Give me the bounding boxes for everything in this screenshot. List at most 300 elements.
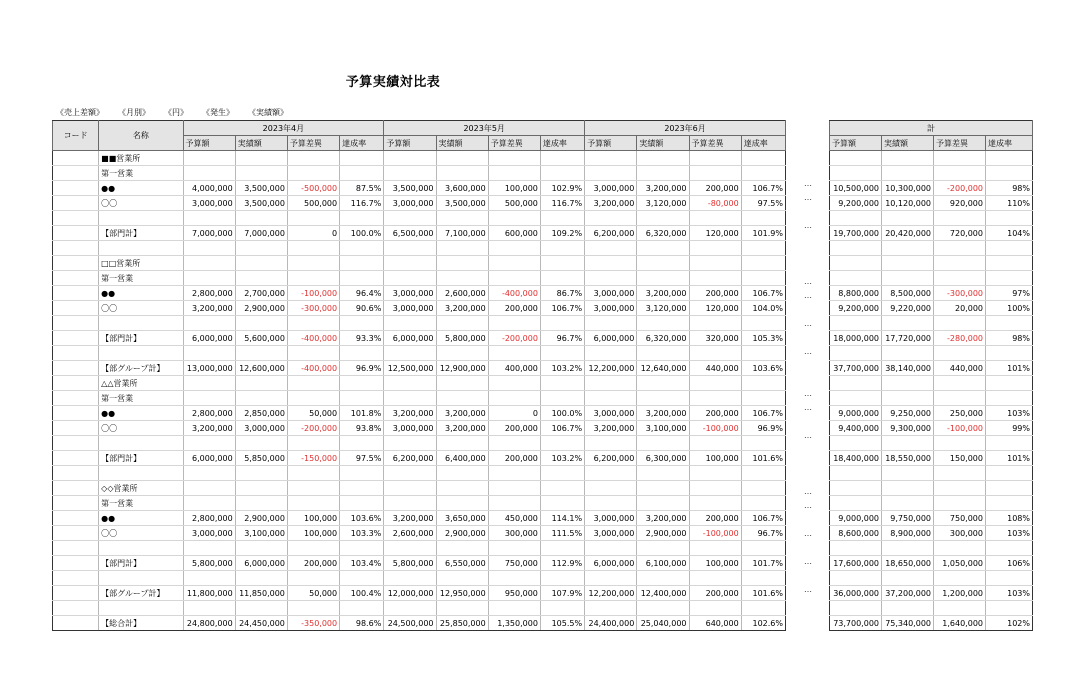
actual-cell: 6,300,000 — [637, 451, 689, 466]
criteria-item: 《実績額》 — [248, 108, 288, 117]
total-row — [830, 586, 1033, 601]
actual-cell — [235, 166, 287, 181]
total-variance-cell — [934, 376, 986, 391]
total-actual-cell — [882, 346, 934, 361]
actual-cell — [637, 256, 689, 271]
budget-cell: 2,800,000 — [183, 511, 235, 526]
variance-cell: 200,000 — [488, 421, 540, 436]
rate-cell — [540, 241, 584, 256]
actual-cell — [436, 241, 488, 256]
total-budget-cell: 73,700,000 — [830, 616, 882, 631]
code-cell — [53, 316, 99, 331]
actual-cell: 12,640,000 — [637, 361, 689, 376]
name-cell — [99, 241, 183, 256]
rate-cell — [340, 571, 384, 586]
actual-cell — [436, 601, 488, 616]
table-row — [53, 331, 786, 346]
table-row — [53, 406, 786, 421]
rate-cell — [340, 541, 384, 556]
ellipsis-row — [790, 148, 826, 162]
budget-cell: 3,200,000 — [183, 301, 235, 316]
total-budget-cell — [830, 256, 882, 271]
name-cell: 〇〇 — [99, 301, 183, 316]
col-header: 実績額 — [637, 136, 689, 151]
ellipsis-row — [790, 190, 826, 204]
total-row — [830, 406, 1033, 421]
budget-cell: 13,000,000 — [183, 361, 235, 376]
budget-cell: 3,000,000 — [585, 511, 637, 526]
budget-cell: 6,000,000 — [183, 451, 235, 466]
total-row — [830, 466, 1033, 481]
rate-cell — [741, 481, 785, 496]
total-actual-cell — [882, 436, 934, 451]
total-row — [830, 571, 1033, 586]
actual-cell — [637, 391, 689, 406]
code-cell — [53, 541, 99, 556]
variance-cell — [287, 601, 339, 616]
actual-cell: 6,320,000 — [637, 226, 689, 241]
ellipsis-row — [790, 330, 826, 344]
name-cell: 〇〇 — [99, 196, 183, 211]
budget-cell — [384, 346, 436, 361]
variance-cell: -200,000 — [287, 421, 339, 436]
variance-cell: 200,000 — [488, 451, 540, 466]
budget-cell — [183, 316, 235, 331]
rate-cell: 109.2% — [540, 226, 584, 241]
code-cell — [53, 241, 99, 256]
variance-cell — [689, 466, 741, 481]
total-row — [830, 181, 1033, 196]
name-cell — [99, 436, 183, 451]
total-rate-cell: 110% — [986, 196, 1033, 211]
rate-cell — [340, 316, 384, 331]
total-variance-cell: 1,050,000 — [934, 556, 986, 571]
col-header: 実績額 — [235, 136, 287, 151]
table-row — [53, 346, 786, 361]
actual-cell — [637, 541, 689, 556]
code-cell — [53, 436, 99, 451]
ellipsis-mark: … — [804, 402, 812, 412]
total-row — [830, 601, 1033, 616]
actual-cell: 3,200,000 — [637, 286, 689, 301]
rate-cell: 103.2% — [540, 361, 584, 376]
variance-cell — [689, 151, 741, 166]
code-cell — [53, 391, 99, 406]
name-cell: 【部門計】 — [99, 556, 183, 571]
total-variance-cell — [934, 151, 986, 166]
total-rate-cell: 99% — [986, 421, 1033, 436]
budget-cell — [183, 151, 235, 166]
ellipsis-row — [790, 288, 826, 302]
rate-cell: 96.4% — [340, 286, 384, 301]
ellipsis-spacer — [790, 568, 826, 582]
table-row — [53, 586, 786, 601]
variance-cell — [488, 571, 540, 586]
total-variance-cell — [934, 271, 986, 286]
budget-cell — [384, 601, 436, 616]
ellipsis-column — [790, 120, 826, 596]
budget-cell — [585, 496, 637, 511]
actual-cell — [436, 271, 488, 286]
variance-cell: 300,000 — [488, 526, 540, 541]
variance-cell: -150,000 — [287, 451, 339, 466]
code-cell — [53, 166, 99, 181]
actual-cell — [637, 481, 689, 496]
actual-cell: 3,100,000 — [637, 421, 689, 436]
ellipsis-mark: … — [804, 178, 812, 188]
ellipsis-row — [790, 386, 826, 400]
rate-cell: 111.5% — [540, 526, 584, 541]
variance-cell: 120,000 — [689, 301, 741, 316]
variance-cell — [689, 496, 741, 511]
total-variance-cell — [934, 241, 986, 256]
ellipsis-row — [790, 414, 826, 428]
code-cell — [53, 301, 99, 316]
variance-cell: 500,000 — [287, 196, 339, 211]
variance-cell — [488, 316, 540, 331]
table-row — [53, 166, 786, 181]
total-budget-cell: 9,200,000 — [830, 196, 882, 211]
total-variance-cell — [934, 541, 986, 556]
name-cell: 第一営業 — [99, 391, 183, 406]
budget-cell — [384, 241, 436, 256]
criteria-item: 《円》 — [164, 108, 188, 117]
col-header: 予算差異 — [689, 136, 741, 151]
budget-cell — [384, 271, 436, 286]
variance-cell: 200,000 — [488, 301, 540, 316]
actual-cell: 3,200,000 — [436, 421, 488, 436]
total-row — [830, 256, 1033, 271]
ellipsis-mark: … — [804, 486, 812, 496]
actual-cell: 6,320,000 — [637, 331, 689, 346]
name-cell: 【部グループ計】 — [99, 586, 183, 601]
budget-table — [52, 120, 786, 631]
actual-cell: 6,550,000 — [436, 556, 488, 571]
budget-cell — [384, 436, 436, 451]
ellipsis-mark: … — [804, 318, 812, 328]
variance-cell — [689, 376, 741, 391]
ellipsis-spacer — [790, 540, 826, 554]
total-rate-cell: 106% — [986, 556, 1033, 571]
actual-cell — [436, 571, 488, 586]
code-cell — [53, 586, 99, 601]
rate-cell: 101.9% — [741, 226, 785, 241]
ellipsis-row — [790, 246, 826, 260]
budget-cell: 3,000,000 — [585, 286, 637, 301]
actual-cell: 12,950,000 — [436, 586, 488, 601]
total-rate-cell: 98% — [986, 181, 1033, 196]
total-variance-cell: 720,000 — [934, 226, 986, 241]
total-row — [830, 376, 1033, 391]
variance-cell — [488, 436, 540, 451]
budget-cell — [585, 271, 637, 286]
variance-cell — [488, 256, 540, 271]
rate-cell: 103.2% — [540, 451, 584, 466]
total-row — [830, 271, 1033, 286]
actual-cell — [637, 271, 689, 286]
code-cell — [53, 511, 99, 526]
total-variance-cell: 300,000 — [934, 526, 986, 541]
total-variance-cell: 440,000 — [934, 361, 986, 376]
actual-cell: 25,040,000 — [637, 616, 689, 631]
variance-cell: 200,000 — [689, 586, 741, 601]
rate-cell: 98.6% — [340, 616, 384, 631]
rate-cell — [540, 571, 584, 586]
total-budget-cell — [830, 316, 882, 331]
budget-cell — [384, 151, 436, 166]
budget-cell: 3,200,000 — [384, 406, 436, 421]
col-header: 達成率 — [540, 136, 584, 151]
ellipsis-spacer — [790, 470, 826, 484]
variance-cell — [488, 241, 540, 256]
table-row — [53, 211, 786, 226]
table-row — [53, 181, 786, 196]
ellipsis-row — [790, 498, 826, 512]
variance-cell: -100,000 — [689, 526, 741, 541]
total-variance-cell — [934, 601, 986, 616]
ellipsis-spacer — [790, 246, 826, 260]
month-header-row — [53, 121, 786, 136]
variance-cell — [488, 541, 540, 556]
total-actual-cell — [882, 541, 934, 556]
total-rate-cell: 103% — [986, 406, 1033, 421]
actual-cell: 3,650,000 — [436, 511, 488, 526]
code-cell — [53, 331, 99, 346]
actual-cell: 12,900,000 — [436, 361, 488, 376]
rate-cell — [741, 151, 785, 166]
variance-cell: 100,000 — [689, 556, 741, 571]
rate-cell: 93.8% — [340, 421, 384, 436]
total-rate-cell — [986, 601, 1033, 616]
rate-cell: 116.7% — [340, 196, 384, 211]
actual-cell — [436, 376, 488, 391]
col-header: 予算差異 — [488, 136, 540, 151]
actual-cell — [235, 541, 287, 556]
total-variance-cell: 250,000 — [934, 406, 986, 421]
code-cell — [53, 151, 99, 166]
rate-cell — [540, 496, 584, 511]
rate-cell — [340, 376, 384, 391]
budget-cell — [585, 436, 637, 451]
rate-cell: 106.7% — [741, 286, 785, 301]
budget-cell: 6,000,000 — [585, 556, 637, 571]
ellipsis-row — [790, 470, 826, 484]
budget-cell — [183, 346, 235, 361]
rate-cell — [741, 391, 785, 406]
variance-cell — [287, 391, 339, 406]
actual-cell: 2,600,000 — [436, 286, 488, 301]
total-row — [830, 241, 1033, 256]
table-row — [53, 286, 786, 301]
variance-cell — [488, 466, 540, 481]
variance-cell: 100,000 — [689, 451, 741, 466]
total-row — [830, 481, 1033, 496]
actual-cell — [637, 601, 689, 616]
total-rate-cell: 103% — [986, 586, 1033, 601]
col-header: 予算額 — [830, 136, 882, 151]
variance-cell — [689, 256, 741, 271]
name-cell: □□営業所 — [99, 256, 183, 271]
total-actual-cell: 10,120,000 — [882, 196, 934, 211]
variance-cell — [287, 481, 339, 496]
budget-cell — [585, 541, 637, 556]
actual-cell — [235, 571, 287, 586]
name-cell: △△営業所 — [99, 376, 183, 391]
name-cell: ◇◇営業所 — [99, 481, 183, 496]
actual-cell: 6,400,000 — [436, 451, 488, 466]
total-budget-cell: 36,000,000 — [830, 586, 882, 601]
variance-cell: 450,000 — [488, 511, 540, 526]
ellipsis-row — [790, 540, 826, 554]
actual-cell: 2,850,000 — [235, 406, 287, 421]
actual-cell — [436, 541, 488, 556]
total-variance-cell: -280,000 — [934, 331, 986, 346]
variance-cell — [488, 346, 540, 361]
table-row — [53, 361, 786, 376]
total-budget-cell — [830, 466, 882, 481]
budget-cell — [183, 391, 235, 406]
budget-cell: 12,000,000 — [384, 586, 436, 601]
total-row — [830, 556, 1033, 571]
budget-cell — [384, 466, 436, 481]
budget-cell — [585, 601, 637, 616]
variance-cell: -350,000 — [287, 616, 339, 631]
table-row — [53, 616, 786, 631]
variance-cell — [689, 316, 741, 331]
budget-cell: 3,200,000 — [183, 421, 235, 436]
rate-cell — [340, 151, 384, 166]
total-variance-cell: 1,640,000 — [934, 616, 986, 631]
code-cell — [53, 271, 99, 286]
total-actual-cell: 9,220,000 — [882, 301, 934, 316]
col-header: 予算額 — [585, 136, 637, 151]
budget-cell — [384, 256, 436, 271]
total-rate-cell — [986, 436, 1033, 451]
variance-cell: -400,000 — [287, 331, 339, 346]
code-cell — [53, 571, 99, 586]
ellipsis-spacer — [790, 148, 826, 162]
rate-cell — [340, 466, 384, 481]
total-variance-cell: 750,000 — [934, 511, 986, 526]
total-actual-cell — [882, 571, 934, 586]
actual-cell: 11,850,000 — [235, 586, 287, 601]
budget-cell — [384, 211, 436, 226]
code-cell — [53, 256, 99, 271]
rate-cell — [340, 391, 384, 406]
variance-cell: -200,000 — [488, 331, 540, 346]
table-row — [53, 556, 786, 571]
variance-cell — [287, 151, 339, 166]
total-variance-cell — [934, 496, 986, 511]
budget-cell: 6,000,000 — [585, 331, 637, 346]
variance-cell: -80,000 — [689, 196, 741, 211]
rate-cell — [540, 166, 584, 181]
budget-cell: 3,000,000 — [585, 526, 637, 541]
ellipsis-row — [790, 554, 826, 568]
variance-cell: 200,000 — [689, 511, 741, 526]
actual-cell — [436, 346, 488, 361]
rate-cell: 100.4% — [340, 586, 384, 601]
variance-cell: 1,350,000 — [488, 616, 540, 631]
actual-cell: 3,200,000 — [436, 406, 488, 421]
rate-cell: 101.8% — [340, 406, 384, 421]
ellipsis-spacer — [790, 330, 826, 344]
actual-cell: 2,900,000 — [436, 526, 488, 541]
total-rate-cell: 101% — [986, 361, 1033, 376]
actual-cell — [637, 346, 689, 361]
rate-cell — [741, 316, 785, 331]
actual-cell — [235, 151, 287, 166]
total-budget-cell: 10,500,000 — [830, 181, 882, 196]
budget-cell — [183, 376, 235, 391]
ellipsis-mark: … — [804, 192, 812, 202]
total-variance-cell — [934, 391, 986, 406]
total-rate-cell — [986, 541, 1033, 556]
total-rate-cell: 98% — [986, 331, 1033, 346]
variance-cell — [287, 376, 339, 391]
total-rate-cell: 108% — [986, 511, 1033, 526]
total-variance-cell — [934, 571, 986, 586]
rate-cell — [540, 436, 584, 451]
actual-cell: 3,500,000 — [436, 196, 488, 211]
ellipsis-mark: … — [804, 220, 812, 230]
actual-cell: 25,850,000 — [436, 616, 488, 631]
total-row — [830, 226, 1033, 241]
ellipsis-row — [790, 428, 826, 442]
rate-cell: 106.7% — [741, 511, 785, 526]
total-actual-cell — [882, 256, 934, 271]
variance-cell — [689, 436, 741, 451]
rate-cell — [741, 271, 785, 286]
budget-cell — [183, 571, 235, 586]
actual-cell: 2,900,000 — [637, 526, 689, 541]
rate-cell: 96.9% — [741, 421, 785, 436]
actual-cell — [235, 346, 287, 361]
budget-cell — [183, 481, 235, 496]
actual-cell — [436, 436, 488, 451]
actual-cell — [637, 316, 689, 331]
total-variance-cell — [934, 166, 986, 181]
rate-cell: 90.6% — [340, 301, 384, 316]
variance-cell — [488, 151, 540, 166]
ellipsis-spacer — [790, 232, 826, 246]
actual-cell — [436, 151, 488, 166]
variance-cell: 50,000 — [287, 406, 339, 421]
ellipsis-mark: … — [804, 528, 812, 538]
budget-cell: 3,000,000 — [585, 181, 637, 196]
total-actual-cell: 8,900,000 — [882, 526, 934, 541]
name-cell: ●● — [99, 286, 183, 301]
ellipsis-row — [790, 218, 826, 232]
month-header: 2023年4月 — [183, 121, 384, 136]
total-row — [830, 196, 1033, 211]
ellipsis-row — [790, 456, 826, 470]
total-rate-cell — [986, 151, 1033, 166]
report-title: 予算実績対比表 — [345, 75, 441, 90]
total-actual-cell: 38,140,000 — [882, 361, 934, 376]
total-row — [830, 511, 1033, 526]
actual-cell: 3,200,000 — [637, 511, 689, 526]
variance-cell — [689, 481, 741, 496]
actual-cell: 3,100,000 — [235, 526, 287, 541]
rate-cell — [741, 541, 785, 556]
table-row — [53, 526, 786, 541]
table-row — [53, 256, 786, 271]
total-row — [830, 541, 1033, 556]
budget-cell — [183, 466, 235, 481]
month-header: 2023年6月 — [585, 121, 786, 136]
budget-cell: 12,200,000 — [585, 586, 637, 601]
